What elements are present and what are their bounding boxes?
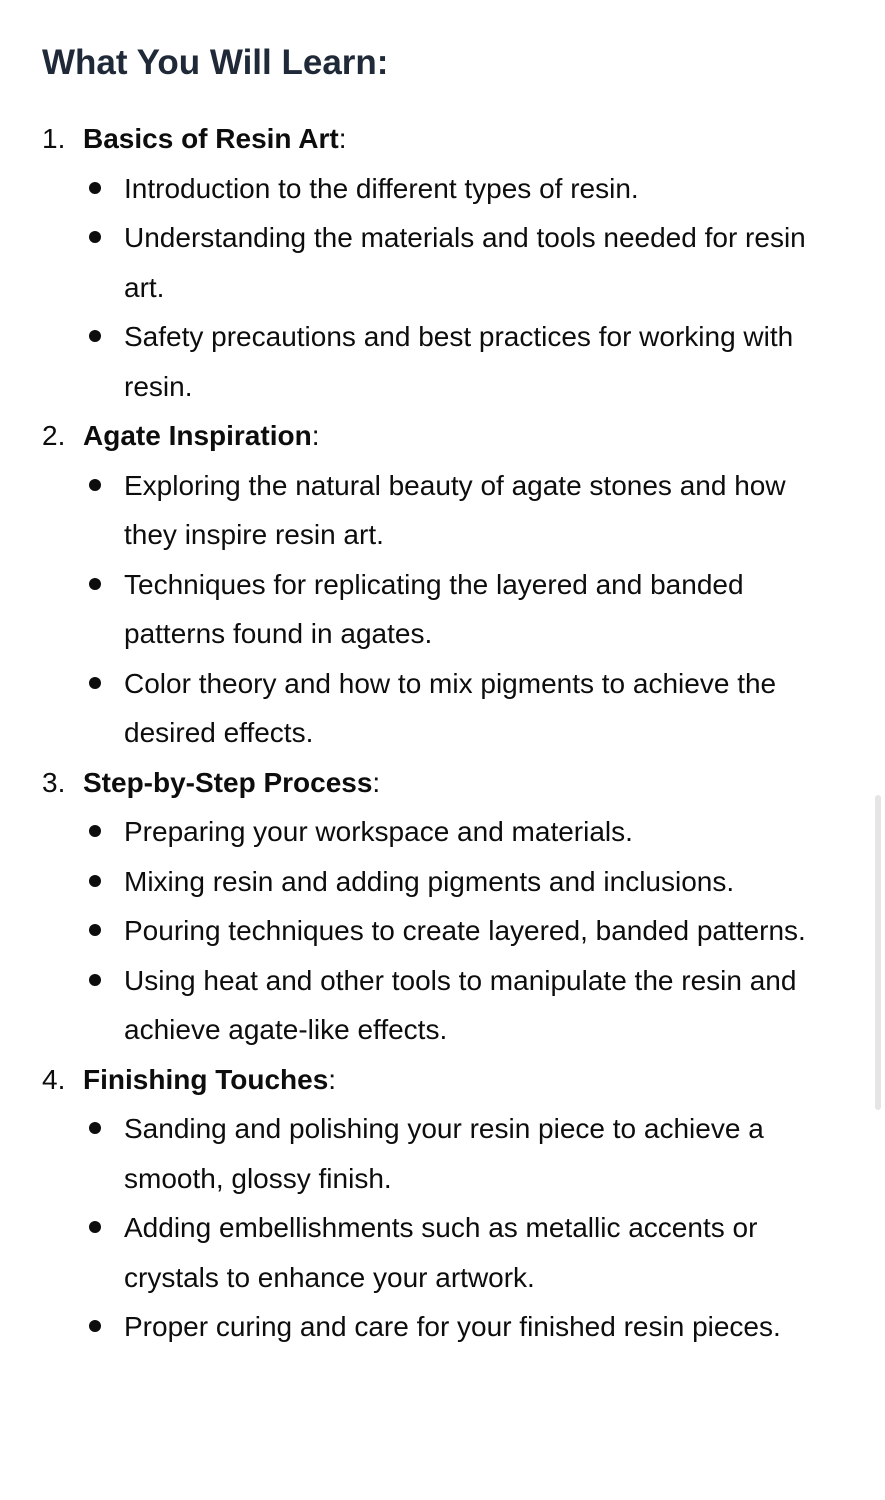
list-item [42, 1203, 824, 1302]
section-header [42, 758, 842, 808]
section-title: Finishing Touches [83, 1063, 329, 1095]
list-item-text: Exploring the natural beauty of agate stones and how they inspire resin art. [124, 469, 786, 550]
section-colon: : [328, 1063, 337, 1095]
list-item-text: Sanding and polishing your resin piece to achieve a smooth, glossy finish. [124, 1113, 764, 1194]
list-item-text: Using heat and other tools to manipulate the resin and achieve agate-like effects. [124, 964, 797, 1045]
list-item [42, 560, 824, 659]
bullet-list [42, 1104, 842, 1352]
bullet-icon [89, 479, 101, 491]
list-section [42, 1055, 842, 1352]
list-item [42, 164, 824, 214]
section-title: Agate Inspiration [83, 420, 312, 451]
list-item [42, 857, 824, 907]
bullet-icon [89, 231, 101, 243]
bullet-icon [89, 974, 101, 986]
section-title: Step-by-Step Process [83, 766, 373, 798]
list-item-text: Introduction to the different types of resin. [124, 172, 639, 204]
list-item [42, 956, 824, 1055]
bullet-list [42, 164, 842, 412]
list-item-text: Safety precautions and best practices for working with resin. [124, 321, 794, 402]
bullet-icon [89, 182, 101, 194]
bullet-icon [89, 330, 101, 342]
bullet-list [42, 461, 842, 758]
page-title: What You Will Learn: [42, 43, 389, 82]
bullet-icon [89, 1221, 101, 1233]
list-section [42, 114, 842, 411]
section-header [42, 411, 842, 461]
list-item-text: Proper curing and care for your finished resin pieces. [124, 1311, 781, 1342]
list-item-text: Understanding the materials and tools needed for resin art. [124, 222, 806, 303]
list-item [42, 659, 824, 758]
bullet-list [42, 807, 842, 1055]
section-number: 1. [42, 123, 66, 154]
numbered-list [42, 114, 842, 1352]
section-header [42, 1055, 842, 1105]
list-item-text: Color theory and how to mix pigments to achieve the desired effects. [124, 667, 777, 748]
section-number: 3. [42, 766, 66, 798]
list-item [42, 1302, 824, 1352]
bullet-icon [89, 677, 101, 689]
list-item [42, 807, 824, 857]
list-item-text: Techniques for replicating the layered and banded patterns found in agates. [124, 568, 744, 649]
section-colon: : [338, 123, 347, 154]
section-header [42, 114, 842, 164]
vertical-scrollbar[interactable] [875, 795, 881, 1110]
list-section [42, 758, 842, 1055]
list-item [42, 1104, 824, 1203]
list-item [42, 213, 824, 312]
section-number: 4. [42, 1063, 66, 1095]
document-content [42, 40, 842, 1352]
bullet-icon [89, 578, 101, 590]
bullet-icon [89, 1122, 101, 1134]
bullet-icon [89, 825, 101, 837]
list-item-text: Pouring techniques to create layered, banded patterns. [124, 915, 806, 946]
list-item-text: Preparing your workspace and materials. [124, 816, 633, 847]
list-item-text: Mixing resin and adding pigments and inclusions. [124, 865, 735, 897]
list-section [42, 411, 842, 758]
section-colon: : [311, 420, 320, 451]
list-item [42, 906, 824, 956]
section-title: Basics of Resin Art [83, 123, 339, 154]
section-number: 2. [42, 420, 66, 451]
list-item-text: Adding embellishments such as metallic accents or crystals to enhance your artwork. [124, 1212, 758, 1293]
section-colon: : [372, 766, 381, 798]
list-item [42, 461, 824, 560]
bullet-icon [89, 924, 101, 936]
bullet-icon [89, 1320, 101, 1332]
list-item [42, 312, 824, 411]
bullet-icon [89, 875, 101, 887]
